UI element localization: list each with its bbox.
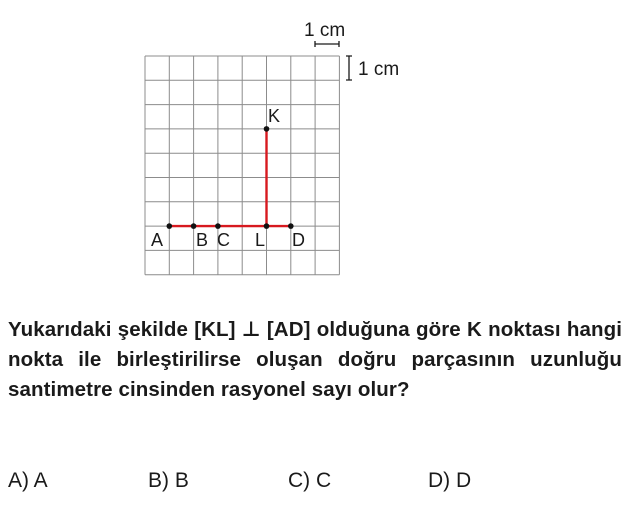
point-b [191,223,197,229]
vertical-scale-label: 1 cm [358,59,400,80]
point-label-l: L [255,230,266,250]
horizontal-scale-bar [315,41,339,47]
point-label-d: D [292,230,305,250]
point-c [215,223,221,229]
point-label-k: K [268,106,281,126]
question-text: Yukarıdaki şekilde [KL] ⊥ [AD] olduğuna göre K noktası hangi nokta ile birleştirilirse oluşan doğru parçasının uzunluğu santimetre cinsinden rasyonel sayı olur? [8,318,622,401]
horizontal-scale-label: 1 cm [304,20,346,41]
choice-a[interactable]: A) A [8,469,48,492]
point-d [288,223,294,229]
point-label-c: C [217,230,230,250]
scale-markers [315,41,352,80]
choice-d[interactable]: D) D [428,469,472,492]
point-a [167,223,173,229]
point-l [264,223,270,229]
choice-b[interactable]: B) B [148,469,189,492]
vertical-scale-bar [346,56,352,80]
choice-c[interactable]: C) C [288,469,332,492]
point-label-a: A [151,230,164,250]
point-label-b: B [196,230,209,250]
point-k [264,126,270,132]
square-grid [145,56,339,275]
